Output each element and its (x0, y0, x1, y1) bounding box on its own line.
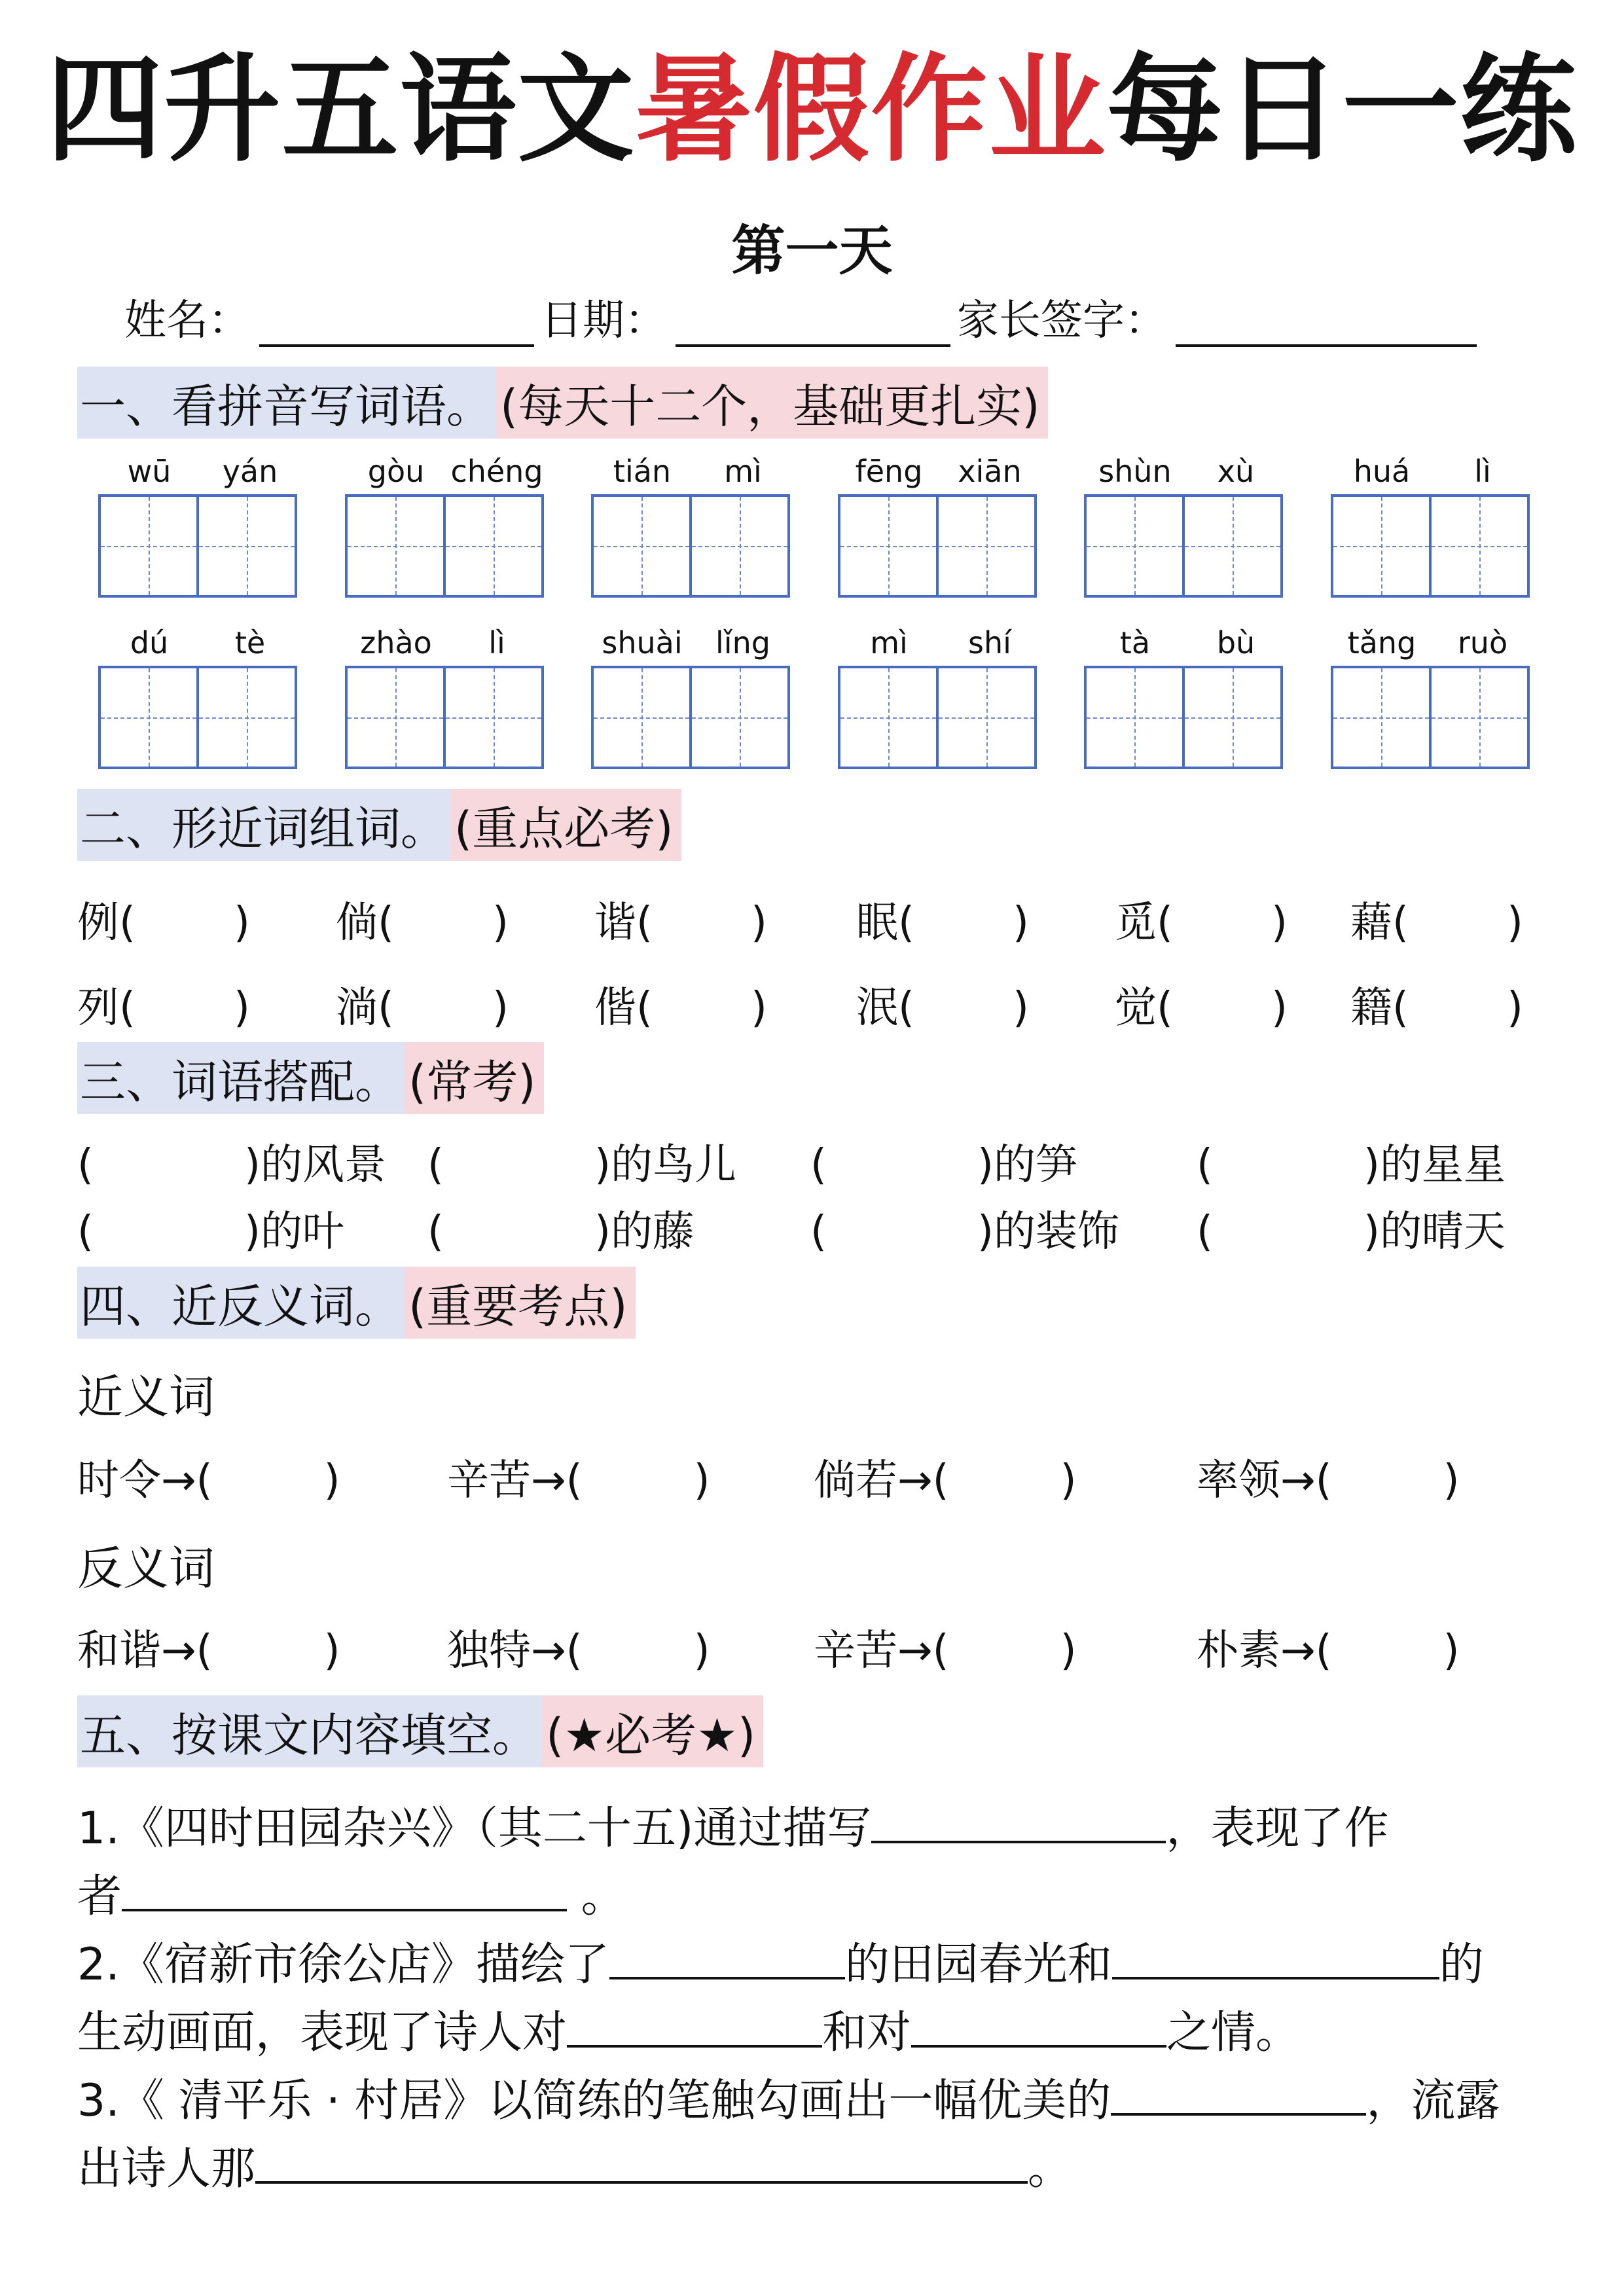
pinyin-syllable: shùn (1098, 454, 1172, 489)
paren-open: ( (378, 984, 394, 1032)
writing-grid (1331, 494, 1530, 595)
word-pair-item[interactable] (814, 1617, 1077, 1677)
pinyin-syllable: ruò (1457, 625, 1508, 660)
section-3-title: 三、词语搭配。 (77, 1042, 405, 1114)
source-word: 朴素→( (1197, 1627, 1332, 1675)
word-item (1084, 454, 1288, 598)
tian-zi-ge-cell[interactable] (446, 666, 544, 769)
similar-char-item[interactable] (594, 974, 767, 1034)
section-1-title: 一、看拼音写词语。 (77, 367, 496, 439)
word-item (591, 454, 795, 598)
tian-zi-ge-cell[interactable] (98, 666, 199, 769)
q1-text-d: 。 (581, 1871, 626, 1923)
tian-zi-ge-cell[interactable] (692, 666, 790, 769)
similar-char: 淌 (336, 984, 378, 1032)
similar-char: 偕 (594, 984, 636, 1032)
paren-close: ) (1506, 984, 1523, 1032)
q2-blank-2[interactable] (1112, 1931, 1439, 1979)
match-item[interactable] (810, 1198, 1119, 1258)
paren-close: ) (1012, 984, 1029, 1032)
paren-open: ( (378, 899, 394, 947)
pinyin-syllable: tián (613, 454, 672, 489)
paren-close: ) (1506, 899, 1523, 947)
similar-char: 倘 (336, 899, 378, 947)
word-item (1331, 454, 1535, 598)
word-item (345, 625, 549, 769)
paren-close: ) (1012, 899, 1029, 947)
writing-grid (838, 494, 1037, 595)
paren-close: ) (1443, 1456, 1460, 1505)
page-title (0, 42, 1624, 177)
match-phrase: )的笋 (977, 1141, 1077, 1189)
tian-zi-ge-cell[interactable] (1432, 666, 1530, 769)
writing-grid (98, 666, 297, 767)
similar-char: 藉 (1350, 899, 1392, 947)
match-phrase: )的藤 (594, 1208, 695, 1256)
similar-char-item[interactable] (1350, 889, 1523, 949)
pinyin-syllable: tè (234, 625, 266, 660)
q3-blank-2[interactable] (255, 2135, 1028, 2184)
paren-open: ( (810, 1141, 827, 1189)
pinyin-syllable: lì (1474, 454, 1491, 489)
synonym-label: 近义词 (77, 1370, 215, 1424)
writing-grid (838, 666, 1037, 767)
similar-char: 谐 (594, 899, 636, 947)
title-part2: 暑假作业 (635, 42, 1107, 177)
match-phrase: )的晴天 (1363, 1208, 1506, 1256)
similar-char-item[interactable] (1350, 974, 1523, 1034)
section-4-header (77, 1267, 636, 1339)
q1-text-a: 1.《四时田园杂兴》（其二十五)通过描写 (77, 1803, 872, 1854)
writing-grid (1084, 666, 1283, 767)
section-2-note: (重点必考) (450, 789, 681, 861)
section-1-header (77, 367, 1048, 439)
pinyin-syllable: mì (724, 454, 762, 489)
pinyin-syllable: zhào (360, 625, 432, 660)
word-pair-item[interactable] (447, 1617, 710, 1677)
match-phrase: )的装饰 (977, 1208, 1119, 1256)
similar-char-item[interactable] (856, 889, 1029, 949)
similar-char-item[interactable] (77, 889, 250, 949)
date-label: 日期： (541, 297, 666, 345)
pinyin-syllable: shí (968, 625, 1011, 660)
section-5-header (77, 1695, 763, 1767)
tian-zi-ge-cell[interactable] (199, 494, 297, 598)
paren-open: ( (1197, 1208, 1213, 1256)
info-line (124, 287, 1483, 347)
paren-open: ( (1392, 984, 1409, 1032)
paren-close: ) (1443, 1627, 1460, 1675)
name-label: 姓名： (124, 297, 250, 345)
similar-char: 例 (77, 899, 119, 947)
paren-open: ( (898, 899, 914, 947)
word-pair-item[interactable] (447, 1447, 710, 1507)
tian-zi-ge-cell[interactable] (1084, 494, 1185, 598)
q2-text-a: 2.《宿新市徐公店》描绘了 (77, 1939, 609, 1991)
pinyin-syllable: lǐng (715, 625, 770, 660)
tian-zi-ge-cell[interactable] (1331, 494, 1432, 598)
paren-open: ( (119, 984, 135, 1032)
q2-blank-3[interactable] (567, 1999, 822, 2048)
similar-char: 觅 (1115, 899, 1157, 947)
q1-text-c: 者 (77, 1871, 122, 1923)
q3-text-d: 。 (1028, 2143, 1073, 2195)
tian-zi-ge-cell[interactable] (345, 666, 446, 769)
section-2-title: 二、形近词组词。 (77, 789, 450, 861)
match-phrase: )的鸟儿 (594, 1141, 736, 1189)
q2-blank-4[interactable] (911, 1999, 1166, 2048)
match-item[interactable] (1197, 1131, 1506, 1191)
paren-open: ( (1197, 1141, 1213, 1189)
word-pair-item[interactable] (77, 1447, 340, 1507)
q2-text-f: 之情。 (1166, 2007, 1301, 2059)
word-item (1331, 625, 1535, 769)
source-word: 辛苦→( (814, 1627, 949, 1675)
tian-zi-ge-cell[interactable] (692, 494, 790, 598)
similar-char-item[interactable] (856, 974, 1029, 1034)
paren-close: ) (1060, 1627, 1077, 1675)
tian-zi-ge-cell[interactable] (838, 666, 939, 769)
word-item (838, 454, 1042, 598)
paren-open: ( (77, 1141, 94, 1189)
q2-text-b: 的田园春光和 (844, 1939, 1112, 1991)
section-4-note: (重要考点) (405, 1267, 636, 1339)
word-pair-item[interactable] (814, 1447, 1077, 1507)
match-phrase: )的风景 (244, 1141, 386, 1189)
word-pair-item[interactable] (77, 1617, 340, 1677)
paren-close: ) (750, 984, 767, 1032)
q1-text-b: ，表现了作 (1166, 1803, 1389, 1854)
q1-blank-1[interactable] (871, 1795, 1166, 1843)
pinyin-syllable: xiān (958, 454, 1022, 489)
section-4-title: 四、近反义词。 (77, 1267, 405, 1339)
match-item[interactable] (77, 1131, 386, 1191)
paren-close: ) (750, 899, 767, 947)
pinyin-syllable: wū (127, 454, 171, 489)
tian-zi-ge-cell[interactable] (1185, 494, 1283, 598)
word-item (345, 454, 549, 598)
tian-zi-ge-cell[interactable] (591, 494, 692, 598)
tian-zi-ge-cell[interactable] (199, 666, 297, 769)
q3-blank-1[interactable] (1111, 2067, 1366, 2116)
similar-char-item[interactable] (336, 889, 509, 949)
paren-open: ( (77, 1208, 94, 1256)
pinyin-syllable: huá (1353, 454, 1411, 489)
writing-grid (1084, 494, 1283, 595)
match-item[interactable] (427, 1131, 736, 1191)
tian-zi-ge-cell[interactable] (939, 494, 1037, 598)
paren-close: ) (323, 1456, 340, 1505)
antonym-label: 反义词 (77, 1542, 215, 1595)
pinyin-syllable: fēng (855, 454, 923, 489)
paren-open: ( (427, 1141, 444, 1189)
paren-open: ( (119, 899, 135, 947)
tian-zi-ge-cell[interactable] (591, 666, 692, 769)
q3-text-c: 出诗人那 (77, 2143, 256, 2195)
paren-close: ) (1271, 899, 1288, 947)
similar-char-item[interactable] (594, 889, 767, 949)
paren-close: ) (693, 1456, 710, 1505)
pinyin-syllable: chéng (450, 454, 543, 489)
similar-char: 籍 (1350, 984, 1392, 1032)
match-item[interactable] (427, 1198, 695, 1258)
similar-char-item[interactable] (1115, 974, 1288, 1034)
pinyin-syllable: shuài (602, 625, 683, 660)
paren-close: ) (1060, 1456, 1077, 1505)
writing-grid (1331, 666, 1530, 767)
tian-zi-ge-cell[interactable] (446, 494, 544, 598)
title-part1: 四升五语文 (46, 42, 636, 177)
tian-zi-ge-cell[interactable] (1185, 666, 1283, 769)
writing-grid (591, 494, 790, 595)
pinyin-syllable: tà (1119, 625, 1151, 660)
tian-zi-ge-cell[interactable] (1084, 666, 1185, 769)
paren-close: ) (233, 899, 250, 947)
paren-close: ) (233, 984, 250, 1032)
similar-char: 觉 (1115, 984, 1157, 1032)
paren-open: ( (1392, 899, 1409, 947)
paren-open: ( (427, 1208, 444, 1256)
tian-zi-ge-cell[interactable] (1331, 666, 1432, 769)
tian-zi-ge-cell[interactable] (1432, 494, 1530, 598)
tian-zi-ge-cell[interactable] (98, 494, 199, 598)
q2-text-c: 的 (1439, 1939, 1484, 1991)
similar-char: 泯 (856, 984, 898, 1032)
match-phrase: )的星星 (1363, 1141, 1506, 1189)
match-phrase: )的叶 (244, 1208, 344, 1256)
q3-text-b: ，流露 (1366, 2075, 1500, 2127)
tian-zi-ge-cell[interactable] (939, 666, 1037, 769)
paren-close: ) (693, 1627, 710, 1675)
q2-text-d: 生动画面，表现了诗人对 (77, 2007, 568, 2059)
match-item[interactable] (810, 1131, 1077, 1191)
match-item[interactable] (1197, 1198, 1506, 1258)
q2-text-e: 和对 (822, 2007, 912, 2059)
word-item (1084, 625, 1288, 769)
section-3-header (77, 1042, 544, 1114)
source-word: 独特→( (447, 1627, 583, 1675)
similar-char: 列 (77, 984, 119, 1032)
word-item (98, 625, 302, 769)
paren-close: ) (1271, 984, 1288, 1032)
similar-char-item[interactable] (77, 974, 250, 1034)
pinyin-syllable: bù (1216, 625, 1255, 660)
tian-zi-ge-cell[interactable] (838, 494, 939, 598)
source-word: 倘若→( (814, 1456, 949, 1505)
paren-open: ( (636, 984, 653, 1032)
source-word: 率领→( (1197, 1456, 1332, 1505)
writing-grid (591, 666, 790, 767)
paren-close: ) (492, 899, 509, 947)
paren-open: ( (810, 1208, 827, 1256)
word-item (838, 625, 1042, 769)
pinyin-syllable: mì (870, 625, 908, 660)
pinyin-syllable: gòu (367, 454, 425, 489)
section-5-title: 五、按课文内容填空。 (77, 1695, 542, 1767)
q3-text-a: 3.《 清平乐 · 村居》以简练的笔触勾画出一幅优美的 (77, 2075, 1111, 2127)
similar-char: 眠 (856, 899, 898, 947)
word-item (98, 454, 302, 598)
similar-char-item[interactable] (336, 974, 509, 1034)
writing-grid (345, 666, 544, 767)
source-word: 辛苦→( (447, 1456, 583, 1505)
section-3-note: (常考) (405, 1042, 544, 1114)
pinyin-syllable: tǎng (1347, 625, 1416, 660)
sign-blank[interactable] (1176, 302, 1477, 347)
source-word: 和谐→( (77, 1627, 213, 1675)
match-item[interactable] (77, 1198, 344, 1258)
similar-char-item[interactable] (1115, 889, 1288, 949)
source-word: 时令→( (77, 1456, 213, 1505)
section-1-note: (每天十二个，基础更扎实) (496, 367, 1048, 439)
paren-open: ( (898, 984, 914, 1032)
pinyin-syllable: xù (1217, 454, 1255, 489)
q1-blank-2[interactable] (122, 1863, 567, 1911)
day-subtitle: 第一天 (731, 220, 893, 282)
name-blank[interactable] (259, 302, 534, 347)
q2-blank-1[interactable] (609, 1931, 845, 1979)
paren-open: ( (1157, 984, 1173, 1032)
word-pair-item[interactable] (1197, 1447, 1460, 1507)
pinyin-syllable: yán (222, 454, 278, 489)
paren-close: ) (492, 984, 509, 1032)
tian-zi-ge-cell[interactable] (345, 494, 446, 598)
section-5-note: (★必考★) (542, 1695, 763, 1767)
writing-grid (345, 494, 544, 595)
date-blank[interactable] (676, 302, 950, 347)
paren-open: ( (1157, 899, 1173, 947)
paren-open: ( (636, 899, 653, 947)
pinyin-syllable: lì (488, 625, 505, 660)
word-pair-item[interactable] (1197, 1617, 1460, 1677)
fill-question-2 (77, 1931, 1550, 2067)
pinyin-syllable: dú (130, 625, 169, 660)
writing-grid (98, 494, 297, 595)
section-2-header (77, 789, 681, 861)
sign-label: 家长签字： (957, 297, 1166, 345)
word-item (591, 625, 795, 769)
paren-close: ) (323, 1627, 340, 1675)
fill-question-1 (77, 1795, 1550, 1931)
title-part3: 每日一练 (1106, 42, 1578, 177)
fill-question-3 (77, 2067, 1550, 2203)
